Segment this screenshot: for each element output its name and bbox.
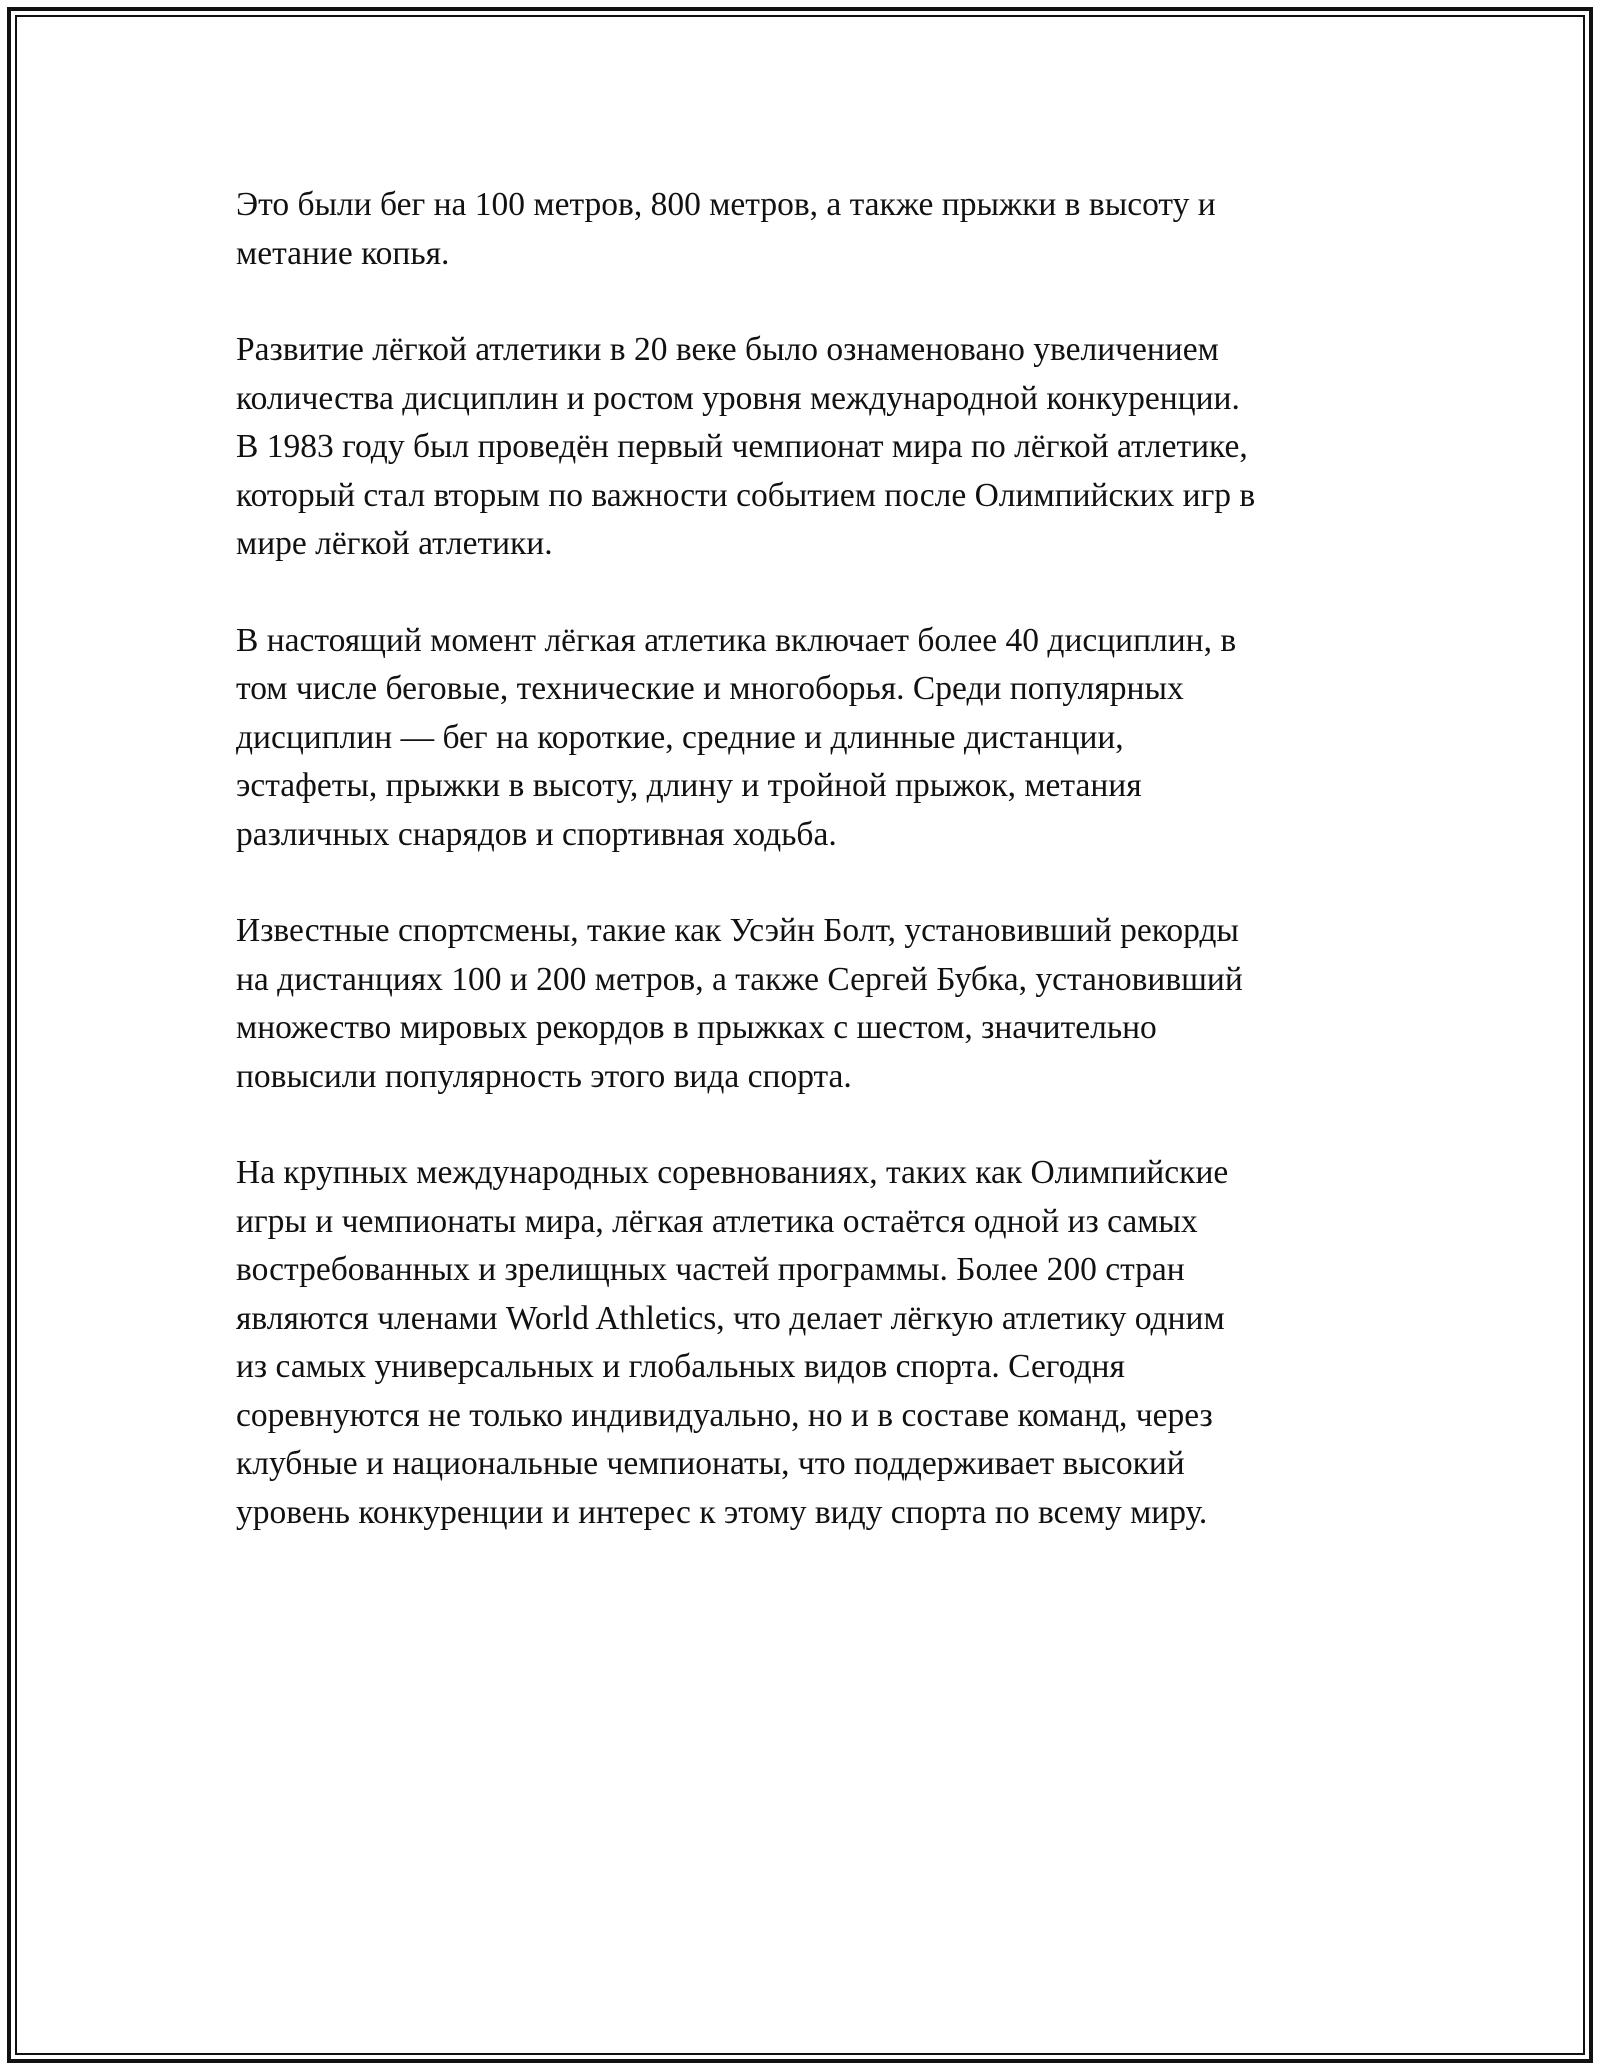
text-line: том числе беговые, технические и многоборья. Среди популярных: [236, 670, 1184, 707]
text-line: игры и чемпионаты мира, лёгкая атлетика остаётся одной из самых: [236, 1202, 1198, 1240]
document-body: [236, 181, 1376, 1585]
text-line: из самых универсальных и глобальных видов спорта. Сегодня: [236, 1348, 1125, 1385]
text-line: В 1983 году был проведён первый чемпионат мира по лёгкой атлетике,: [236, 428, 1248, 465]
paragraph-3: [236, 617, 1376, 860]
text-line: востребованных и зрелищных частей программы. Более 200 стран: [236, 1251, 1185, 1288]
text-line: повысили популярность этого вида спорта.: [236, 1057, 852, 1095]
text-line: множество мировых рекордов в прыжках с шестом, значительно: [236, 1009, 1157, 1046]
paragraph-2: [236, 326, 1376, 569]
text-line: На крупных международных соревнованиях, таких как Олимпийские: [236, 1154, 1229, 1191]
paragraph-1: [236, 181, 1376, 278]
text-line: дисциплин — бег на короткие, средние и длинные дистанции,: [236, 718, 1124, 756]
text-line: уровень конкуренции и интерес к этому виду спорта по всему миру.: [236, 1493, 1208, 1531]
text-line: который стал вторым по важности событием после Олимпийских игр в: [236, 476, 1256, 514]
text-line: являются членами World Athletics, что делает лёгкую атлетику одним: [236, 1299, 1225, 1337]
text-line: Известные спортсмены, такие как Усэйн Болт, установивший рекорды: [236, 912, 1239, 949]
text-line: различных снарядов и спортивная ходьба.: [236, 815, 837, 853]
text-line: на дистанциях 100 и 200 метров, а также Сергей Бубка, установивший: [236, 960, 1243, 998]
text-line: Это были бег на 100 метров, 800 метров, а также прыжки в высоту и: [236, 186, 1216, 223]
text-line: эстафеты, прыжки в высоту, длину и тройной прыжок, метания: [236, 767, 1142, 804]
text-line: количества дисциплин и ростом уровня международной конкуренции.: [236, 379, 1240, 417]
text-line: клубные и национальные чемпионаты, что поддерживает высокий: [236, 1445, 1185, 1482]
text-line: метание копья.: [236, 234, 450, 272]
paragraph-4: [236, 907, 1376, 1101]
text-line: соревнуются не только индивидуально, но и в составе команд, через: [236, 1396, 1213, 1434]
text-line: мире лёгкой атлетики.: [236, 525, 553, 562]
paragraph-5: [236, 1149, 1376, 1537]
text-line: В настоящий момент лёгкая атлетика включает более 40 дисциплин, в: [236, 621, 1237, 659]
text-line: Развитие лёгкой атлетики в 20 веке было ознаменовано увеличением: [236, 331, 1219, 368]
